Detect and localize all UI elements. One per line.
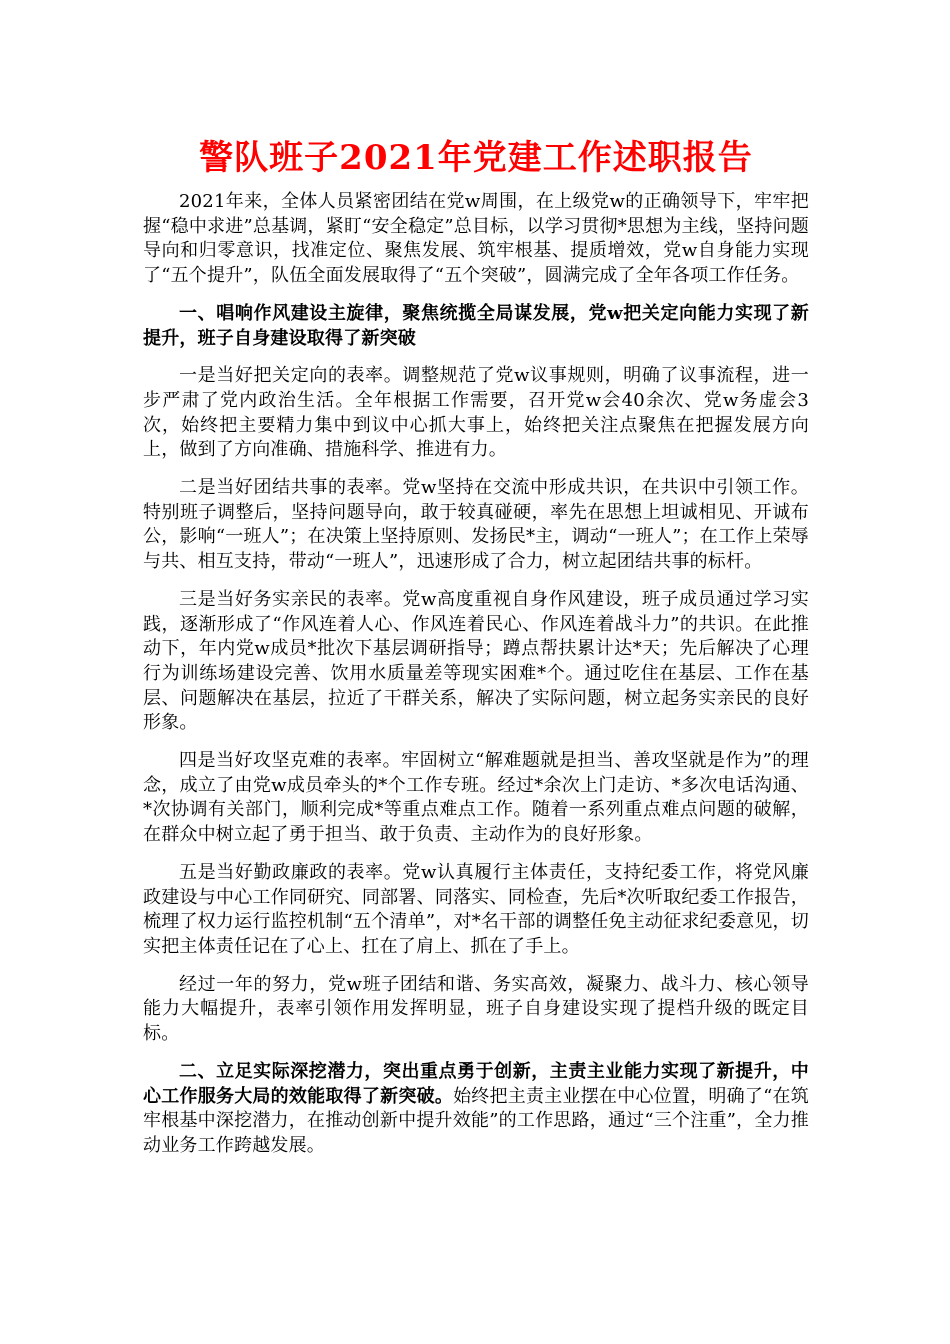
section-1-paragraph-2: 二是当好团结共事的表率。党w坚持在交流中形成共识，在共识中引领工作。特别班子调整后，坚持问题导向，敢于较真碰硬，率先在思想上坦诚相见、开诚布公，影响“一班人”；在决策上坚持原则、发扬民*主，调动“一班人”；在工作上荣辱与共、相互支持，带动“一班人”，迅速形成了合力，树立起团结共事的标杆。 xyxy=(143,477,809,573)
section-1-heading: 一、唱响作风建设主旋律，聚焦统揽全局谋发展，党w把关定向能力实现了新提升，班子自身建设取得了新突破 xyxy=(143,302,809,349)
document-title: 警队班子2021年党建工作述职报告 xyxy=(199,138,753,178)
section-2-heading: 二、立足实际深挖潜力，突出重点勇于创新，主责主业能力实现了新提升，中心工作服务大局的效能取得了新突破。 xyxy=(143,1060,809,1107)
document-page xyxy=(143,132,809,1172)
section-1-paragraph-3: 三是当好务实亲民的表率。党w高度重视自身作风建设，班子成员通过学习实践，逐渐形成了“作风连着人心、作风连着民心、作风连着战斗力”的共识。在此推动下，年内党w成员*批次下基层调研指导；蹲点帮扶累计达*天；先后解决了心理行为训练场建设完善、饮用水质量差等现实困难*个。通过吃住在基层、工作在基层、问题解决在基层，拉近了干群关系，解决了实际问题，树立起务实亲民的良好形象。 xyxy=(143,588,809,734)
section-1-paragraph-4: 四是当好攻坚克难的表率。牢固树立“解难题就是担当、善攻坚就是作为”的理念，成立了由党w成员牵头的*个工作专班。经过*余次上门走访、*多次电话沟通、*次协调有关部门，顺利完成*等重点难点工作。随着一系列重点难点问题的破解，在群众中树立起了勇于担当、敢于负责、主动作为的良好形象。 xyxy=(143,750,809,846)
section-1-summary-paragraph: 经过一年的努力，党w班子团结和谐、务实高效，凝聚力、战斗力、核心领导能力大幅提升，表率引领作用发挥明显，班子自身建设实现了提档升级的既定目标。 xyxy=(143,973,809,1045)
section-2-text: 始终把主责主业摆在中心位置，明确了“在筑牢根基中深挖潜力，在推动创新中提升效能”的工作思路，通过“三个注重”，全力推动业务工作跨越发展。 xyxy=(143,1085,809,1156)
section-1-paragraph-5: 五是当好勤政廉政的表率。党w认真履行主体责任，支持纪委工作，将党风廉政建设与中心工作同研究、同部署、同落实、同检查，先后*次听取纪委工作报告，梳理了权力运行监控机制“五个清单”，对*名干部的调整任免主动征求纪委意见，切实把主体责任记在了心上、扛在了肩上、抓在了手上。 xyxy=(143,861,809,957)
intro-paragraph: 2021年来，全体人员紧密团结在党w周围，在上级党w的正确领导下，牢牢把握“稳中求进”总基调，紧盯“安全稳定”总目标，以学习贯彻*思想为主线，坚持问题导向和归零意识，找准定位、聚焦发展、筑牢根基、提质增效，党w自身能力实现了“五个提升”，队伍全面发展取得了“五个突破”，圆满完成了全年各项工作任务。 xyxy=(143,191,809,287)
section-2-paragraph xyxy=(143,1060,809,1159)
section-1-paragraph-1: 一是当好把关定向的表率。调整规范了党w议事规则，明确了议事流程，进一步严肃了党内政治生活。全年根据工作需要，召开党w会40余次、党w务虚会3次，始终把主要精力集中到议中心抓大事上，始终把关注点聚焦在把握发展方向上，做到了方向准确、措施科学、推进有力。 xyxy=(143,365,809,461)
